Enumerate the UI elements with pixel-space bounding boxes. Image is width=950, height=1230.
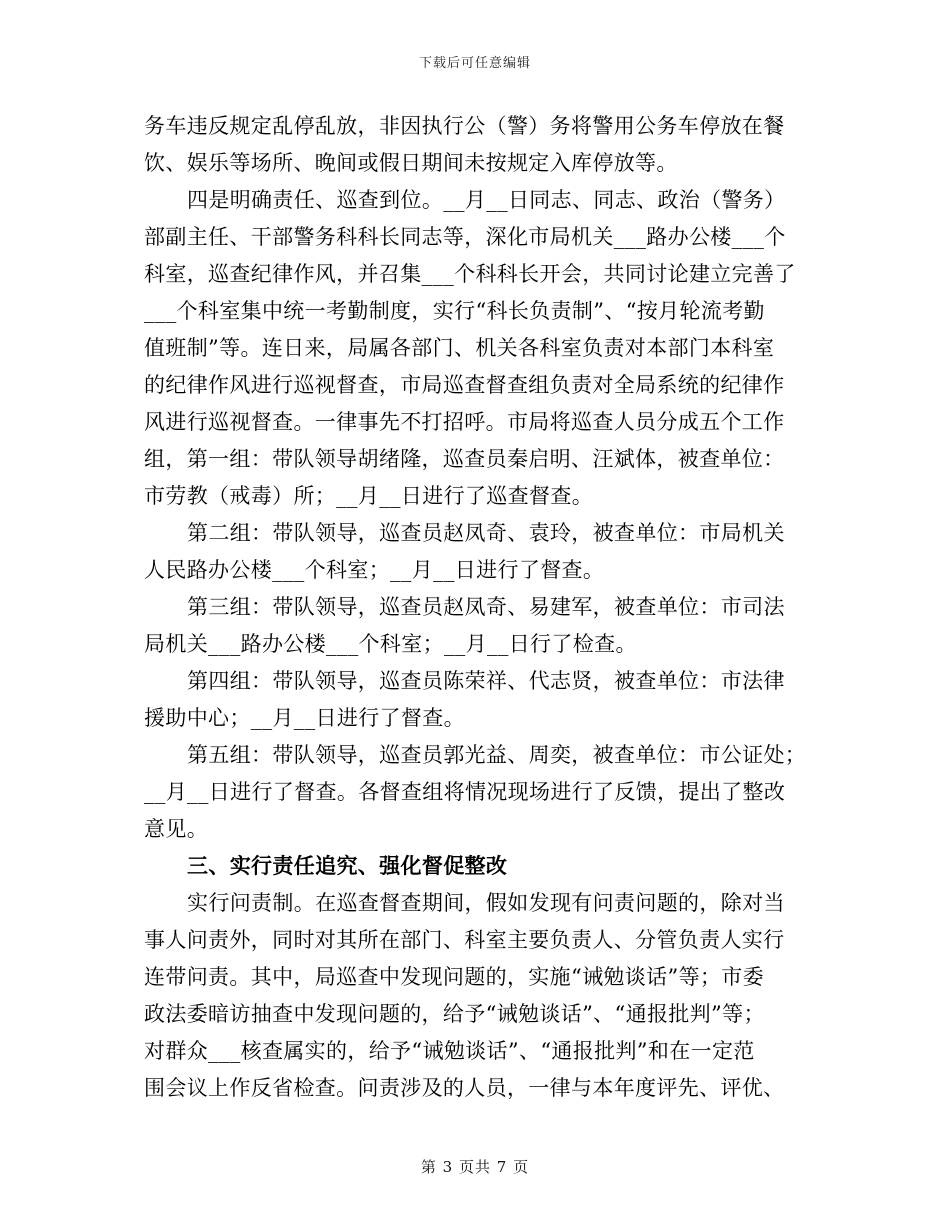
- text-line: 市劳教（戒毒）所；__月__日进行了巡查督查。: [144, 484, 594, 508]
- text-line: 值班制”等。连日来，局属各部门、机关各科室负责对本部门本科室: [144, 336, 775, 360]
- text-line: 连带问责。其中，局巡查中发现问题的，实施“诫勉谈话”等；市委: [144, 965, 764, 989]
- paragraph-start-line: 实行问责制。在巡查督查期间，假如发现有问责问题的，除对当: [187, 891, 785, 915]
- text-line: 局机关___路办公楼___个科室；__月__日行了检查。: [144, 632, 637, 656]
- text-line: 部副主任、干部警务科科长同志等，深化市局机关___路办公楼___个: [144, 225, 786, 249]
- document-body: [144, 108, 808, 1107]
- text-line: 政法委暗访抽查中发现问题的，给予“诫勉谈话”、“通报批判”等；: [144, 1002, 765, 1026]
- paragraph-start-line: 第四组：带队领导，巡查员陈荣祥、代志贤，被查单位：市法律: [187, 669, 785, 693]
- text-line: 事人问责外，同时对其所在部门、科室主要负责人、分管负责人实行: [144, 928, 785, 952]
- page-header: 下载后可任意编辑: [418, 56, 531, 71]
- text-line: 援助中心；__月__日进行了督查。: [144, 706, 465, 730]
- page-footer: 第 3 页共 7 页: [420, 1158, 530, 1176]
- text-line: 人民路办公楼___个科室；__月__日进行了督查。: [144, 558, 605, 582]
- text-line: 科室，巡查纪律作风，并召集___个科科长开会，共同讨论建立完善了: [144, 262, 796, 286]
- paragraph-start-line: 第五组：带队领导，巡查员郭光益、周奕，被查单位：市公证处；: [187, 743, 807, 767]
- paragraph-start-line: 第二组：带队领导，巡查员赵凤奇、袁玲，被查单位：市局机关: [187, 521, 785, 545]
- text-line: 对群众___核查属实的，给予“诫勉谈话”、“通报批判”和在一定范: [144, 1039, 755, 1063]
- text-line: 风进行巡视督查。一律事先不打招呼。市局将巡查人员分成五个工作: [144, 410, 785, 434]
- text-line: 意见。: [144, 817, 209, 841]
- text-line: 饮、娱乐等场所、晚间或假日期间未按规定入库停放等。: [144, 151, 678, 175]
- paragraph-start-line: 四是明确责任、巡查到位。__月__日同志、同志、政治（警务）: [187, 188, 786, 212]
- paragraph-start-line: 第三组：带队领导，巡查员赵凤奇、易建军，被查单位：市司法: [187, 595, 785, 619]
- text-line: 务车违反规定乱停乱放，非因执行公（警）务将警用公务车停放在餐: [144, 114, 785, 138]
- text-line: 围会议上作反省检查。问责涉及的人员，一律与本年度评先、评优、: [144, 1076, 785, 1100]
- text-line: 组，第一组：带队领导胡绪隆，巡查员秦启明、汪斌体，被查单位：: [144, 447, 785, 471]
- text-line: __月__日进行了督查。各督查组将情况现场进行了反馈，提出了整改: [144, 780, 786, 804]
- text-line: ___个科室集中统一考勤制度，实行“科长负责制”、“按月轮流考勤: [144, 299, 765, 323]
- text-line: 的纪律作风进行巡视督查，市局巡查督查组负责对全局系统的纪律作: [144, 373, 785, 397]
- section-heading: 三、实行责任追究、强化督促整改: [187, 854, 508, 878]
